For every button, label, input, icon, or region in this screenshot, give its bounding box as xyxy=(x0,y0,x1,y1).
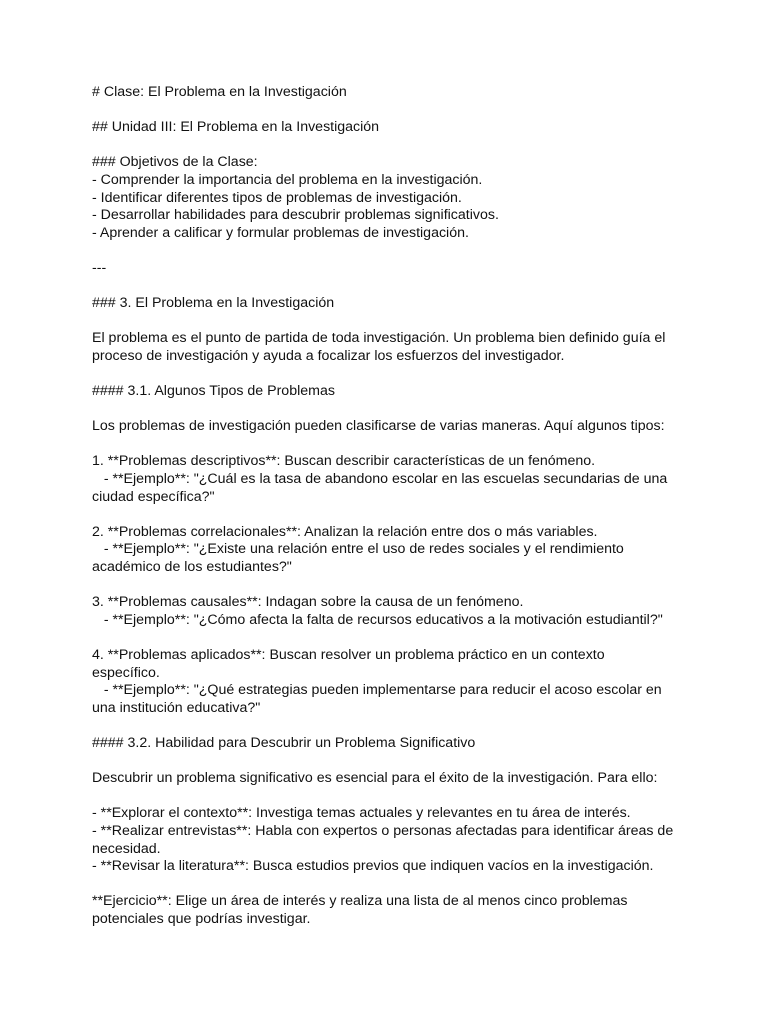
blank-line xyxy=(92,436,682,454)
text-line: - **Ejemplo**: "¿Existe una relación entre el uso de redes sociales y el rendimiento xyxy=(92,541,624,558)
text-line: - **Ejemplo**: "¿Cómo afecta la falta de recursos educativos a la motivación estudiantil?" xyxy=(92,611,663,628)
text-line: 4. **Problemas aplicados**: Buscan resolver un problema práctico en un contexto xyxy=(92,647,605,663)
blank-line xyxy=(92,313,682,331)
text-line: - **Ejemplo**: "¿Cuál es la tasa de abandono escolar en las escuelas secundarias de una xyxy=(92,471,668,488)
text-line: 1. **Problemas descriptivos**: Buscan describir características de un fenómeno. xyxy=(92,453,596,470)
text-line: El problema es el punto de partida de toda investigación. Un problema bien definido guía el xyxy=(92,330,666,347)
blank-line xyxy=(92,788,682,806)
text-line: 2. **Problemas correlacionales**: Analizan la relación entre dos o más variables. xyxy=(92,523,598,540)
text-line: necesidad. xyxy=(92,840,161,857)
text-line: Los problemas de investigación pueden clasificarse de varias maneras. Aquí algunos tipos: xyxy=(92,418,665,435)
text-line: proceso de investigación y ayuda a focalizar los esfuerzos del investigador. xyxy=(92,347,565,364)
text-line: académico de los estudiantes?" xyxy=(92,559,292,576)
blank-line xyxy=(92,629,682,647)
text-line: ### 3. El Problema en la Investigación xyxy=(92,295,335,312)
text-line: Descubrir un problema significativo es esencial para el éxito de la investigación. Para ello: xyxy=(92,770,658,787)
text-line: ciudad específica?" xyxy=(92,488,215,505)
text-line: 3. **Problemas causales**: Indagan sobre la causa de un fenómeno. xyxy=(92,594,524,611)
text-line: - Aprender a calificar y formular problemas de investigación. xyxy=(92,224,469,241)
text-line: - **Explorar el contexto**: Investiga temas actuales y relevantes en tu área de interés. xyxy=(92,805,631,822)
text-line: - **Ejemplo**: "¿Qué estrategias pueden implementarse para reducir el acoso escolar en xyxy=(92,682,662,699)
text-line: # Clase: El Problema en la Investigación xyxy=(92,84,347,100)
text-line: - **Realizar entrevistas**: Habla con expertos o personas afectadas para identificar áreas de xyxy=(92,822,674,839)
text-line: #### 3.1. Algunos Tipos de Problemas xyxy=(92,383,335,400)
blank-line xyxy=(92,401,682,419)
blank-line xyxy=(92,278,682,296)
text-line: específico. xyxy=(92,664,160,681)
text-line: - **Revisar la literatura**: Busca estudios previos que indiquen vacíos en la investigación. xyxy=(92,858,654,875)
text-line: **Ejercicio**: Elige un área de interés y realiza una lista de al menos cinco problemas xyxy=(92,893,628,910)
text-line: - Identificar diferentes tipos de problemas de investigación. xyxy=(92,189,462,206)
blank-line xyxy=(92,102,682,120)
blank-line xyxy=(92,876,682,894)
text-line: --- xyxy=(92,259,107,276)
blank-line xyxy=(92,242,682,260)
blank-line xyxy=(92,366,682,384)
text-line: ## Unidad III: El Problema en la Investigación xyxy=(92,119,380,136)
blank-line xyxy=(92,506,682,524)
blank-line xyxy=(92,577,682,595)
document-body xyxy=(92,84,682,929)
document-page xyxy=(92,84,682,929)
text-line: - Comprender la importancia del problema en la investigación. xyxy=(92,171,483,188)
text-line: - Desarrollar habilidades para descubrir problemas significativos. xyxy=(92,207,499,224)
text-line: #### 3.2. Habilidad para Descubrir un Problema Significativo xyxy=(92,734,476,751)
text-line: potenciales que podrías investigar. xyxy=(92,910,311,927)
blank-line xyxy=(92,753,682,771)
text-line: una institución educativa?" xyxy=(92,699,261,716)
blank-line xyxy=(92,137,682,155)
blank-line xyxy=(92,717,682,735)
text-line: ### Objetivos de la Clase: xyxy=(92,154,258,171)
